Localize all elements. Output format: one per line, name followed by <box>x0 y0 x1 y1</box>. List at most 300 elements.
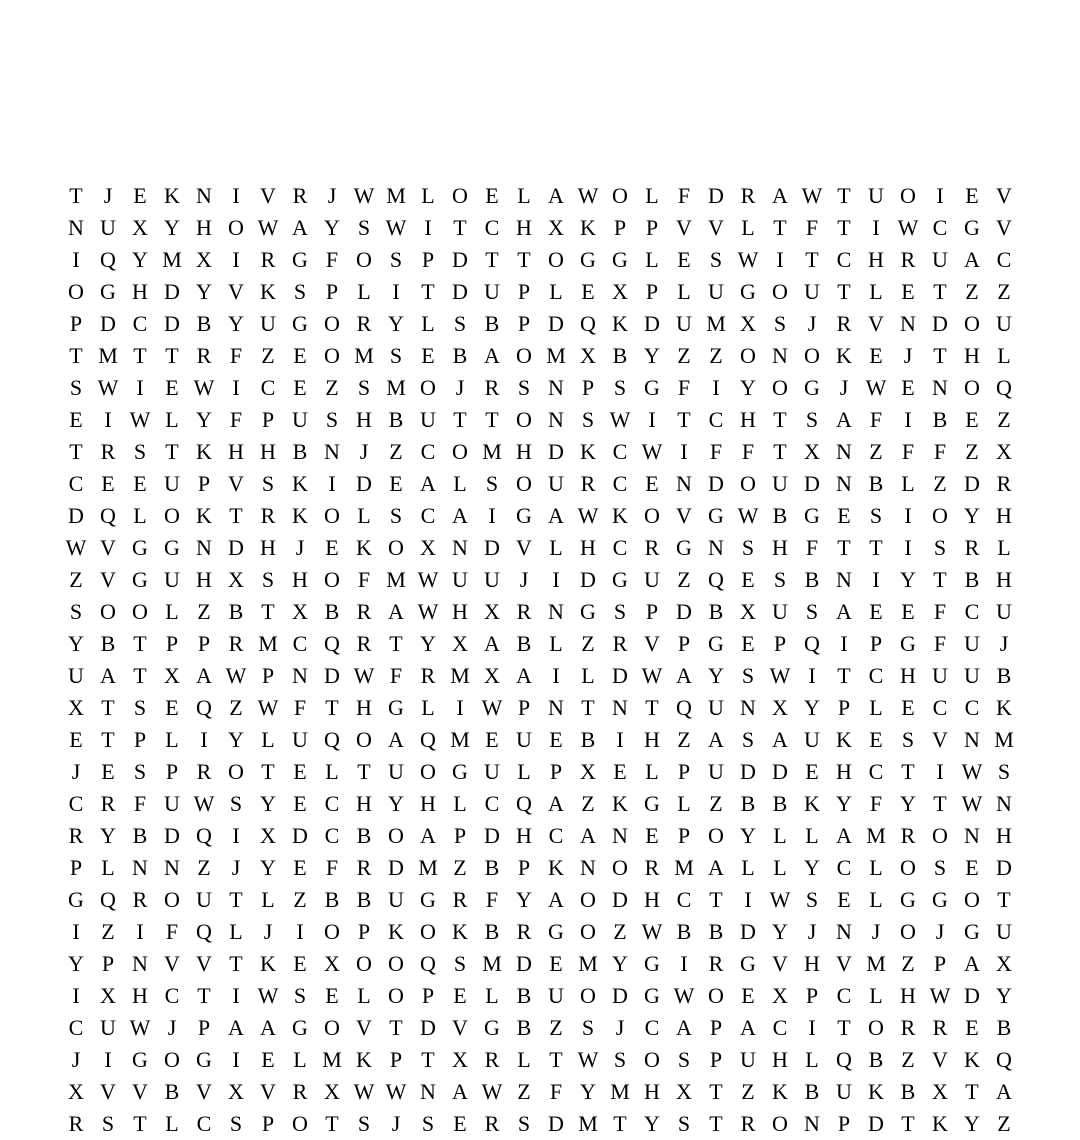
grid-letter: R <box>484 375 500 400</box>
grid-letter: A <box>676 663 692 688</box>
grid-letter: K <box>772 1079 788 1104</box>
grid-letter: W <box>481 1079 503 1104</box>
grid-row <box>60 1012 1020 1044</box>
grid-letter: N <box>292 663 308 688</box>
grid-letter: O <box>580 919 596 944</box>
grid-letter: R <box>644 535 660 560</box>
grid-letter: X <box>804 439 820 464</box>
grid-letter: X <box>996 439 1012 464</box>
grid-letter: U <box>740 1047 756 1072</box>
grid-letter: N <box>580 855 596 880</box>
grid-letter: W <box>97 375 119 400</box>
grid-letter: A <box>964 951 980 976</box>
grid-letter: E <box>581 279 595 304</box>
grid-letter: E <box>293 375 307 400</box>
grid-letter: W <box>257 983 279 1008</box>
grid-letter: T <box>453 407 467 432</box>
grid-letter: G <box>676 535 692 560</box>
grid-letter: V <box>196 1079 212 1104</box>
grid-letter: Y <box>964 503 980 528</box>
grid-letter: B <box>804 1079 820 1104</box>
grid-letter: J <box>167 1015 177 1040</box>
grid-letter: O <box>324 311 340 336</box>
grid-letter: D <box>164 279 180 304</box>
grid-letter: E <box>741 983 755 1008</box>
grid-letter: H <box>772 535 788 560</box>
grid-letter: B <box>516 1015 532 1040</box>
grid-letter: R <box>260 247 276 272</box>
grid-letter: G <box>452 759 468 784</box>
grid-letter: G <box>292 247 308 272</box>
grid-letter: G <box>68 887 84 912</box>
grid-letter: L <box>357 503 371 528</box>
grid-letter: R <box>420 663 436 688</box>
grid-letter: E <box>549 727 563 752</box>
grid-letter: B <box>484 855 500 880</box>
grid-letter: T <box>133 343 147 368</box>
grid-letter: U <box>484 759 500 784</box>
grid-letter: B <box>516 631 532 656</box>
grid-letter: T <box>389 1015 403 1040</box>
grid-letter: Y <box>772 919 788 944</box>
grid-letter: N <box>612 695 628 720</box>
grid-letter: Y <box>612 951 628 976</box>
grid-letter: N <box>324 439 340 464</box>
grid-letter: U <box>452 567 468 592</box>
grid-letter: U <box>484 279 500 304</box>
grid-letter: O <box>740 343 756 368</box>
grid-letter: V <box>452 1015 468 1040</box>
grid-letter: D <box>708 183 724 208</box>
grid-letter: I <box>424 215 432 240</box>
grid-letter: G <box>932 887 948 912</box>
grid-letter: H <box>132 983 148 1008</box>
grid-letter: D <box>228 535 244 560</box>
grid-letter: T <box>69 439 83 464</box>
grid-letter: L <box>805 823 819 848</box>
grid-letter: O <box>324 343 340 368</box>
grid-letter: B <box>356 887 372 912</box>
grid-letter: U <box>804 727 820 752</box>
grid-letter: V <box>228 279 244 304</box>
grid-letter: T <box>773 439 787 464</box>
grid-letter: A <box>196 663 212 688</box>
grid-letter: D <box>100 311 116 336</box>
grid-letter: P <box>261 663 275 688</box>
grid-letter: E <box>869 727 883 752</box>
grid-letter: E <box>293 791 307 816</box>
grid-letter: O <box>228 759 244 784</box>
grid-letter: J <box>903 343 913 368</box>
grid-letter: E <box>837 503 851 528</box>
grid-letter: Z <box>101 919 115 944</box>
grid-letter: A <box>836 823 852 848</box>
grid-letter: M <box>482 951 502 976</box>
grid-letter: L <box>869 279 883 304</box>
grid-letter: S <box>357 1111 371 1136</box>
grid-letter: X <box>292 599 308 624</box>
grid-letter: O <box>900 183 916 208</box>
grid-letter: I <box>136 919 144 944</box>
grid-row <box>60 532 1020 564</box>
grid-letter: U <box>708 279 724 304</box>
grid-letter: A <box>548 887 564 912</box>
grid-letter: W <box>193 375 215 400</box>
grid-letter: T <box>261 599 275 624</box>
grid-letter: T <box>933 567 947 592</box>
grid-letter: Y <box>804 695 820 720</box>
grid-letter: U <box>164 791 180 816</box>
grid-row <box>60 916 1020 948</box>
grid-letter: E <box>325 983 339 1008</box>
grid-letter: K <box>164 183 180 208</box>
grid-letter: A <box>740 1015 756 1040</box>
grid-letter: T <box>549 1047 563 1072</box>
grid-letter: Y <box>580 1079 596 1104</box>
grid-letter: Z <box>549 1015 563 1040</box>
grid-letter: T <box>709 1079 723 1104</box>
grid-letter: N <box>196 183 212 208</box>
grid-letter: W <box>65 535 87 560</box>
grid-letter: Y <box>228 311 244 336</box>
grid-letter: S <box>741 535 755 560</box>
grid-letter: I <box>904 503 912 528</box>
grid-letter: H <box>516 215 532 240</box>
grid-letter: L <box>869 983 883 1008</box>
grid-letter: D <box>580 567 596 592</box>
grid-letter: N <box>900 311 916 336</box>
grid-letter: T <box>805 247 819 272</box>
grid-letter: G <box>100 279 116 304</box>
grid-letter: L <box>357 983 371 1008</box>
grid-letter: T <box>517 247 531 272</box>
grid-letter: L <box>101 855 115 880</box>
grid-letter: K <box>804 791 820 816</box>
grid-letter: F <box>933 599 947 624</box>
grid-letter: F <box>549 1079 563 1104</box>
grid-letter: J <box>999 631 1009 656</box>
grid-letter: H <box>804 951 820 976</box>
grid-letter: W <box>577 183 599 208</box>
grid-letter: D <box>612 663 628 688</box>
grid-letter: X <box>100 983 116 1008</box>
grid-letter: H <box>996 567 1012 592</box>
grid-letter: W <box>417 567 439 592</box>
grid-row <box>60 692 1020 724</box>
grid-letter: C <box>196 1111 212 1136</box>
grid-letter: F <box>901 439 915 464</box>
grid-letter: N <box>68 215 84 240</box>
grid-letter: T <box>933 343 947 368</box>
grid-letter: C <box>772 1015 788 1040</box>
grid-letter: A <box>420 823 436 848</box>
grid-letter: K <box>612 791 628 816</box>
grid-letter: F <box>805 215 819 240</box>
grid-letter: O <box>516 343 532 368</box>
grid-letter: Z <box>677 343 691 368</box>
grid-letter: H <box>196 567 212 592</box>
grid-letter: L <box>741 855 755 880</box>
grid-letter: J <box>871 919 881 944</box>
grid-letter: I <box>552 663 560 688</box>
grid-letter: D <box>772 759 788 784</box>
grid-letter: H <box>292 567 308 592</box>
grid-letter: G <box>612 247 628 272</box>
grid-letter: M <box>674 855 694 880</box>
grid-letter: E <box>645 823 659 848</box>
grid-letter: Z <box>997 1111 1011 1136</box>
grid-letter: A <box>516 663 532 688</box>
grid-letter: H <box>356 407 372 432</box>
grid-letter: U <box>996 599 1012 624</box>
grid-letter: U <box>868 183 884 208</box>
grid-letter: T <box>229 503 243 528</box>
grid-letter: T <box>357 759 371 784</box>
grid-letter: I <box>328 471 336 496</box>
grid-letter: E <box>325 535 339 560</box>
grid-letter: H <box>868 247 884 272</box>
grid-letter: U <box>644 567 660 592</box>
grid-letter: Q <box>676 695 692 720</box>
grid-letter: E <box>165 695 179 720</box>
grid-letter: L <box>677 791 691 816</box>
grid-letter: Q <box>516 791 532 816</box>
grid-letter: U <box>68 663 84 688</box>
grid-letter: S <box>261 567 275 592</box>
grid-letter: G <box>132 1047 148 1072</box>
grid-letter: N <box>932 375 948 400</box>
grid-letter: X <box>452 1047 468 1072</box>
grid-letter: T <box>965 1079 979 1104</box>
grid-letter: G <box>388 695 404 720</box>
grid-letter: Y <box>388 311 404 336</box>
grid-letter: F <box>389 663 403 688</box>
grid-row <box>60 212 1020 244</box>
grid-letter: L <box>165 727 179 752</box>
grid-letter: P <box>773 631 787 656</box>
grid-letter: N <box>772 343 788 368</box>
grid-letter: G <box>548 919 564 944</box>
grid-letter: T <box>709 887 723 912</box>
grid-letter: W <box>353 663 375 688</box>
grid-letter: P <box>613 215 627 240</box>
grid-letter: V <box>100 567 116 592</box>
grid-letter: T <box>69 183 83 208</box>
grid-letter: Z <box>869 439 883 464</box>
grid-letter: H <box>740 407 756 432</box>
grid-letter: E <box>485 183 499 208</box>
grid-letter: O <box>164 1047 180 1072</box>
grid-letter: S <box>805 599 819 624</box>
grid-letter: T <box>837 535 851 560</box>
grid-letter: P <box>261 407 275 432</box>
grid-letter: E <box>485 727 499 752</box>
grid-letter: O <box>740 471 756 496</box>
grid-letter: F <box>933 439 947 464</box>
grid-letter: Q <box>196 823 212 848</box>
grid-letter: R <box>900 247 916 272</box>
grid-letter: I <box>872 215 880 240</box>
grid-letter: T <box>165 343 179 368</box>
grid-letter: Y <box>900 791 916 816</box>
grid-letter: B <box>996 663 1012 688</box>
grid-letter: S <box>677 1111 691 1136</box>
grid-letter: D <box>292 823 308 848</box>
grid-letter: O <box>900 919 916 944</box>
grid-letter: F <box>869 791 883 816</box>
grid-letter: E <box>453 983 467 1008</box>
grid-letter: C <box>260 375 276 400</box>
grid-letter: B <box>484 311 500 336</box>
grid-row <box>60 404 1020 436</box>
grid-letter: N <box>836 471 852 496</box>
grid-letter: B <box>612 343 628 368</box>
grid-letter: E <box>69 727 83 752</box>
grid-letter: Q <box>196 695 212 720</box>
grid-letter: F <box>485 887 499 912</box>
grid-letter: P <box>517 855 531 880</box>
grid-letter: I <box>232 375 240 400</box>
grid-letter: X <box>580 343 596 368</box>
grid-letter: T <box>229 951 243 976</box>
grid-letter: B <box>484 919 500 944</box>
grid-letter: C <box>612 535 628 560</box>
grid-letter: Q <box>196 919 212 944</box>
grid-letter: K <box>836 343 852 368</box>
grid-letter: T <box>837 279 851 304</box>
grid-letter: K <box>548 855 564 880</box>
grid-letter: P <box>677 759 691 784</box>
grid-letter: N <box>132 951 148 976</box>
grid-letter: I <box>680 951 688 976</box>
grid-letter: U <box>932 247 948 272</box>
grid-letter: W <box>257 215 279 240</box>
grid-letter: Z <box>933 471 947 496</box>
grid-letter: O <box>228 215 244 240</box>
grid-letter: L <box>229 919 243 944</box>
grid-letter: S <box>453 951 467 976</box>
grid-letter: F <box>293 695 307 720</box>
grid-letter: O <box>356 247 372 272</box>
grid-letter: M <box>386 567 406 592</box>
grid-row <box>60 820 1020 852</box>
grid-letter: Y <box>388 791 404 816</box>
grid-letter: V <box>260 183 276 208</box>
grid-letter: E <box>389 471 403 496</box>
grid-letter: G <box>516 503 532 528</box>
grid-letter: O <box>580 887 596 912</box>
grid-letter: S <box>293 983 307 1008</box>
grid-letter: S <box>773 311 787 336</box>
grid-letter: L <box>165 407 179 432</box>
grid-letter: G <box>196 1047 212 1072</box>
grid-letter: U <box>164 471 180 496</box>
grid-letter: O <box>164 887 180 912</box>
grid-letter: U <box>164 567 180 592</box>
grid-letter: X <box>612 279 628 304</box>
grid-letter: T <box>101 727 115 752</box>
grid-letter: H <box>260 439 276 464</box>
grid-letter: S <box>101 1111 115 1136</box>
grid-letter: M <box>482 439 502 464</box>
grid-letter: X <box>484 663 500 688</box>
grid-letter: L <box>997 343 1011 368</box>
grid-letter: L <box>165 599 179 624</box>
grid-letter: X <box>228 1079 244 1104</box>
grid-letter: Y <box>68 951 84 976</box>
grid-letter: G <box>708 631 724 656</box>
grid-letter: I <box>648 407 656 432</box>
grid-letter: J <box>391 1111 401 1136</box>
grid-letter: F <box>677 183 691 208</box>
grid-letter: Z <box>197 599 211 624</box>
grid-letter: E <box>293 759 307 784</box>
grid-letter: V <box>164 951 180 976</box>
grid-letter: V <box>100 535 116 560</box>
grid-letter: I <box>232 823 240 848</box>
grid-letter: D <box>804 471 820 496</box>
grid-letter: R <box>900 823 916 848</box>
grid-letter: Z <box>229 695 243 720</box>
grid-letter: N <box>836 439 852 464</box>
grid-letter: R <box>484 1111 500 1136</box>
grid-row <box>60 628 1020 660</box>
grid-letter: T <box>997 887 1011 912</box>
grid-letter: L <box>517 759 531 784</box>
grid-letter: Q <box>836 1047 852 1072</box>
grid-letter: H <box>836 759 852 784</box>
grid-letter: D <box>644 311 660 336</box>
grid-letter: G <box>740 279 756 304</box>
grid-letter: F <box>325 855 339 880</box>
grid-letter: T <box>453 215 467 240</box>
grid-letter: J <box>455 375 465 400</box>
grid-letter: O <box>548 247 564 272</box>
grid-letter: J <box>71 1047 81 1072</box>
grid-letter: T <box>261 759 275 784</box>
grid-letter: L <box>261 887 275 912</box>
grid-letter: S <box>933 855 947 880</box>
grid-letter: I <box>872 567 880 592</box>
grid-letter: W <box>897 215 919 240</box>
grid-letter: V <box>996 215 1012 240</box>
grid-letter: T <box>421 1047 435 1072</box>
grid-letter: P <box>357 919 371 944</box>
grid-letter: Q <box>100 247 116 272</box>
grid-letter: O <box>420 919 436 944</box>
grid-letter: O <box>580 983 596 1008</box>
grid-letter: T <box>101 695 115 720</box>
grid-letter: N <box>452 535 468 560</box>
grid-letter: G <box>644 951 660 976</box>
grid-letter: L <box>421 183 435 208</box>
grid-letter: S <box>741 663 755 688</box>
grid-letter: J <box>359 439 369 464</box>
grid-letter: O <box>772 279 788 304</box>
grid-letter: O <box>324 919 340 944</box>
grid-letter: W <box>481 695 503 720</box>
grid-letter: J <box>327 183 337 208</box>
grid-letter: N <box>964 727 980 752</box>
grid-letter: W <box>673 983 695 1008</box>
grid-letter: H <box>516 439 532 464</box>
grid-letter: X <box>548 215 564 240</box>
grid-row <box>60 596 1020 628</box>
grid-letter: T <box>229 887 243 912</box>
grid-letter: R <box>484 1047 500 1072</box>
grid-letter: W <box>417 599 439 624</box>
grid-letter: X <box>932 1079 948 1104</box>
